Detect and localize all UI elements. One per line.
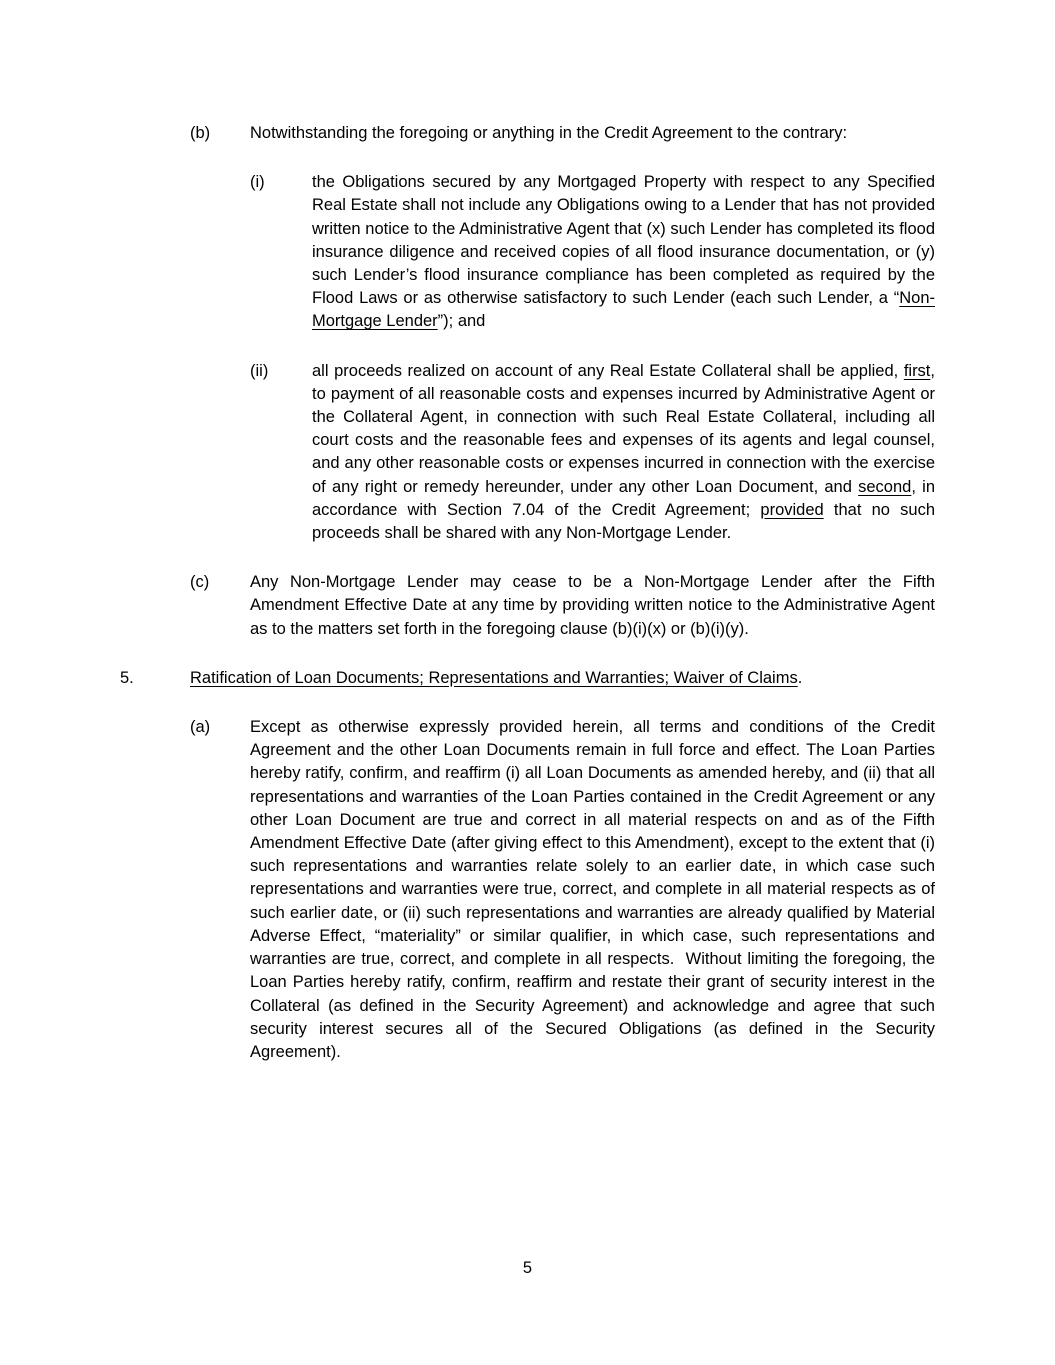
page-number: 5 [522,1259,533,1277]
clause-c-label: (c) [190,573,210,592]
clause-b-i-text: the Obligations secured by any Mortgaged Property with respect to any Specified Real Estate shall not include any Obligations owing to a Lender that has not provided written notice to the Administrative Agent that (x) such Lender has completed its flood insurance diligence and received copies of all flood insurance documentation, or (y) such Lender’s flood insurance compliance has been completed as required by the Flood Laws or as otherwise satisfactory to such Lender (each such Lender, a “Non-Mortgage Lender”); and [312,173,935,331]
clause-a-text: Except as otherwise expressly provided herein, all terms and conditions of the Credit Agreement and the other Loan Documents remain in full force and effect. The Loan Parties hereby ratify, confirm, and reaffirm (i) all Loan Documents as amended hereby, and (ii) that all representations and warranties of the Loan Parties contained in the Credit Agreement or any other Loan Document are true and correct in all material respects on and as of the Fifth Amendment Effective Date (after giving effect to this Amendment), except to the extent that (i) such representations and warranties relate solely to an earlier date, in which case such representations and warranties were true, correct, and complete in all material respects as of such earlier date, or (ii) such representations and warranties are already qualified by Material Adverse Effect, “materiality” or similar qualifier, in which case, such representations and warranties are true, correct, and complete in all respects. Without limiting the foregoing, the Loan Parties hereby ratify, confirm, reaffirm and restate their grant of security interest in the Collateral (as defined in the Security Agreement) and acknowledge and agree that such security interest secures all of the Secured Obligations (as defined in the Security Agreement). [250,718,935,1061]
clause-c-text: Any Non-Mortgage Lender may cease to be a Non-Mortgage Lender after the Fifth Amendment Effective Date at any time by providing written notice to the Administrative Agent as to the matters set forth in the foregoing clause (b)(i)(x) or (b)(i)(y). [250,573,935,638]
document-content [120,122,935,1064]
clause-b-ii-label: (ii) [250,361,269,380]
clause-b-i [250,171,935,333]
clause-c [190,571,935,641]
clause-a-label: (a) [190,718,211,737]
section-5-number: 5. [120,668,134,687]
clause-b-ii [250,360,935,546]
clause-b-i-label: (i) [250,173,265,192]
clause-b-text: Notwithstanding the foregoing or anything in the Credit Agreement to the contrary: [250,124,848,142]
clause-a [190,716,935,1064]
section-5-heading [120,667,935,690]
clause-b-label: (b) [190,124,211,142]
clause-b [190,122,935,145]
section-5-title: Ratification of Loan Documents; Representations and Warranties; Waiver of Claims. [190,668,803,687]
clause-b-ii-text: all proceeds realized on account of any Real Estate Collateral shall be applied, first, to payment of all reasonable costs and expenses incurred by Administrative Agent or the Collateral Agent, in connection with such Real Estate Collateral, including all court costs and the reasonable fees and expenses of its agents and legal counsel, and any other reasonable costs or expenses incurred in connection with the exercise of any right or remedy hereunder, under any other Loan Document, and second, in accordance with Section 7.04 of the Credit Agreement; provided that no such proceeds shall be shared with any Non-Mortgage Lender. [312,361,935,543]
